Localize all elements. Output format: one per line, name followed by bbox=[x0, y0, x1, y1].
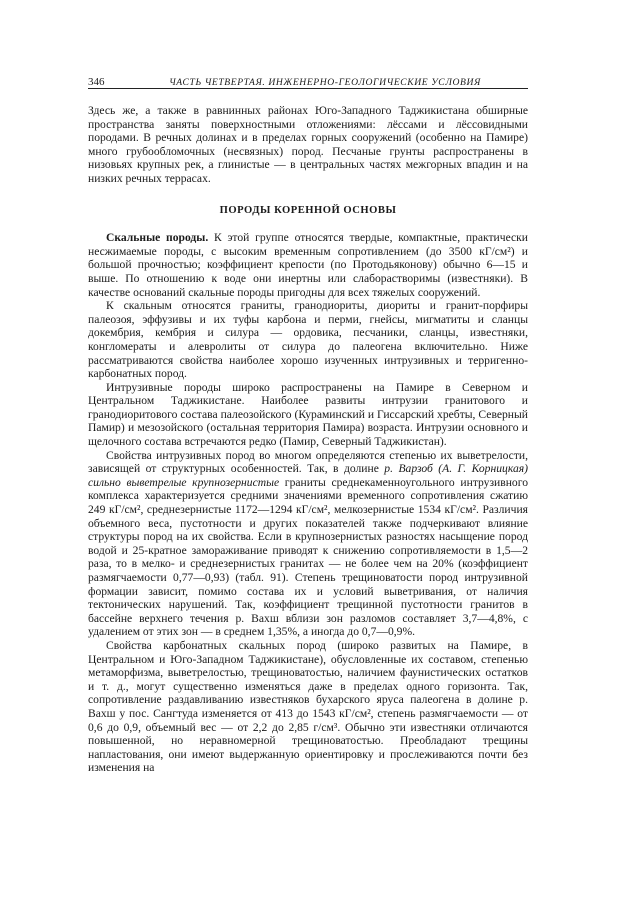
page-body bbox=[88, 104, 528, 775]
section-heading: ПОРОДЫ КОРЕННОЙ ОСНОВЫ bbox=[219, 204, 397, 216]
running-title: ЧАСТЬ ЧЕТВЕРТАЯ. ИНЖЕНЕРНО-ГЕОЛОГИЧЕСКИЕ УСЛОВИЯ bbox=[169, 77, 481, 88]
paragraph-text: Свойства интрузивных пород во многом определяются степенью их выветрелости, зависящей от структурных особенностей. Так, в долине bbox=[88, 448, 528, 476]
paragraph-italic-text: р. Варзоб (А. Г. Корницкая) сильно выветрелые крупнозернистые bbox=[88, 462, 528, 489]
running-header bbox=[88, 72, 528, 89]
paragraph-lead-term: Скальные породы. bbox=[106, 231, 209, 245]
paragraph-text: К этой группе относятся твердые, компактные, практически несжимаемые породы, с высоким временным сопротивлением (до 3500 кГ/см²) и большой прочностью; коэффициент крепости (по Протодьяконову) обычно 6—15 и выше. По отношению к воде они инертны или слаборастворимы (известняки). В качестве оснований скальные породы пригодны для всех тяжелых сооружений. bbox=[88, 231, 528, 299]
page-number: 346 bbox=[88, 76, 105, 88]
paragraph-rock-types bbox=[88, 231, 528, 299]
paragraph-text: граниты среднекаменноугольного интрузивного комплекса характеризуется средними значениями временного сопротивления сжатию 249 кГ/см², среднезернистые 1172—1294 кГ/см², мелкозернистые 1534 кГ/см². Различия объемного веса, пустотности и других показателей также подчеркивают влияние структуры пород на их свойства. Если в крупнозернистых разностях насыщение пород водой и 25-кратное замораживание приводят к снижению сопротивляемости в 1,5—2 раза, то в мелко- и среднезернистых гранитах — не более чем на 20% (коэффициент размягчаемости 0,77—0,93) (табл. 91). Степень трещиноватости пород интрузивной формации зависит, помимо состава их и условий выветривания, от наличия тектонических нарушений. Так, коэффициент трещинной пустотности гранитов в бассейне верхнего течения р. Вахш вблизи зон разломов составляет 3,7—4,8%, с удалением от этих зон — в среднем 1,35%, а иногда до 0,7—0,9%. bbox=[88, 475, 528, 639]
paragraph-carbonate-rocks: Свойства карбонатных скальных пород (широко развитых на Памире, в Центральном и Юго-Западном Таджикистане), обусловленные их составом, степенью метаморфизма, выветрелостью, трещиноватостью, наличием фаунистических остатков и т. д., могут существенно изменяться даже в пределах одного горизонта. Так, сопротивление раздавливанию известняков бухарского яруса палеогена в долине р. Вахш у пос. Сангтуда изменяется от 413 до 1543 кГ/см², степень размягчаемости — от 0,6 до 0,9, объемный вес — от 2,2 до 2,85 г/см³. Обычно эти известняки отличаются повышенной, но неравномерной трещиноватостью. Преобладают трещины напластования, они имеют выдержанную ориентировку и прослеживаются почти без изменения на bbox=[88, 638, 528, 775]
paragraph-rock-list: К скальным относятся граниты, гранодиориты, диориты и гранит-порфиры палеозоя, эффузивы и их туфы карбона и перми, гнейсы, мигматиты и сланцы докембрия, кембрия и силура — ордовика, песчаники, сланцы, известняки, конгломераты и алевролиты от силура до палеогена включительно. Ниже рассматриваются свойства наиболее хорошо изученных интрузивных и терригенно-карбонатных пород. bbox=[88, 299, 528, 381]
paragraph-intrusive-rocks: Интрузивные породы широко распространены на Памире в Северном и Центральном Таджикистане. Наиболее развиты интрузии гранитового и гранодиоритового состава палеозойского (Кураминский и Гиссарский хребты, Северный Памир) и мезозойского (остальная территория Памира) возраста. Интрузии основного и щелочного состава встречаются редко (Памир, Северный Таджикистан). bbox=[88, 380, 528, 449]
paragraph-intrusive-properties bbox=[88, 449, 528, 639]
intro-paragraph: Здесь же, а также в равнинных районах Юго-Западного Таджикистана обширные пространства заняты поверхностными отложениями: лёссами и лёссовидными породами. В речных долинах и в пределах горных сооружений (особенно на Памире) много грубообломочных (несвязных) пород. Песчаные грунты распространены в низовьях крупных рек, а глинистые — в центральных частях межгорных впадин и на низких речных террасах. bbox=[88, 104, 528, 185]
